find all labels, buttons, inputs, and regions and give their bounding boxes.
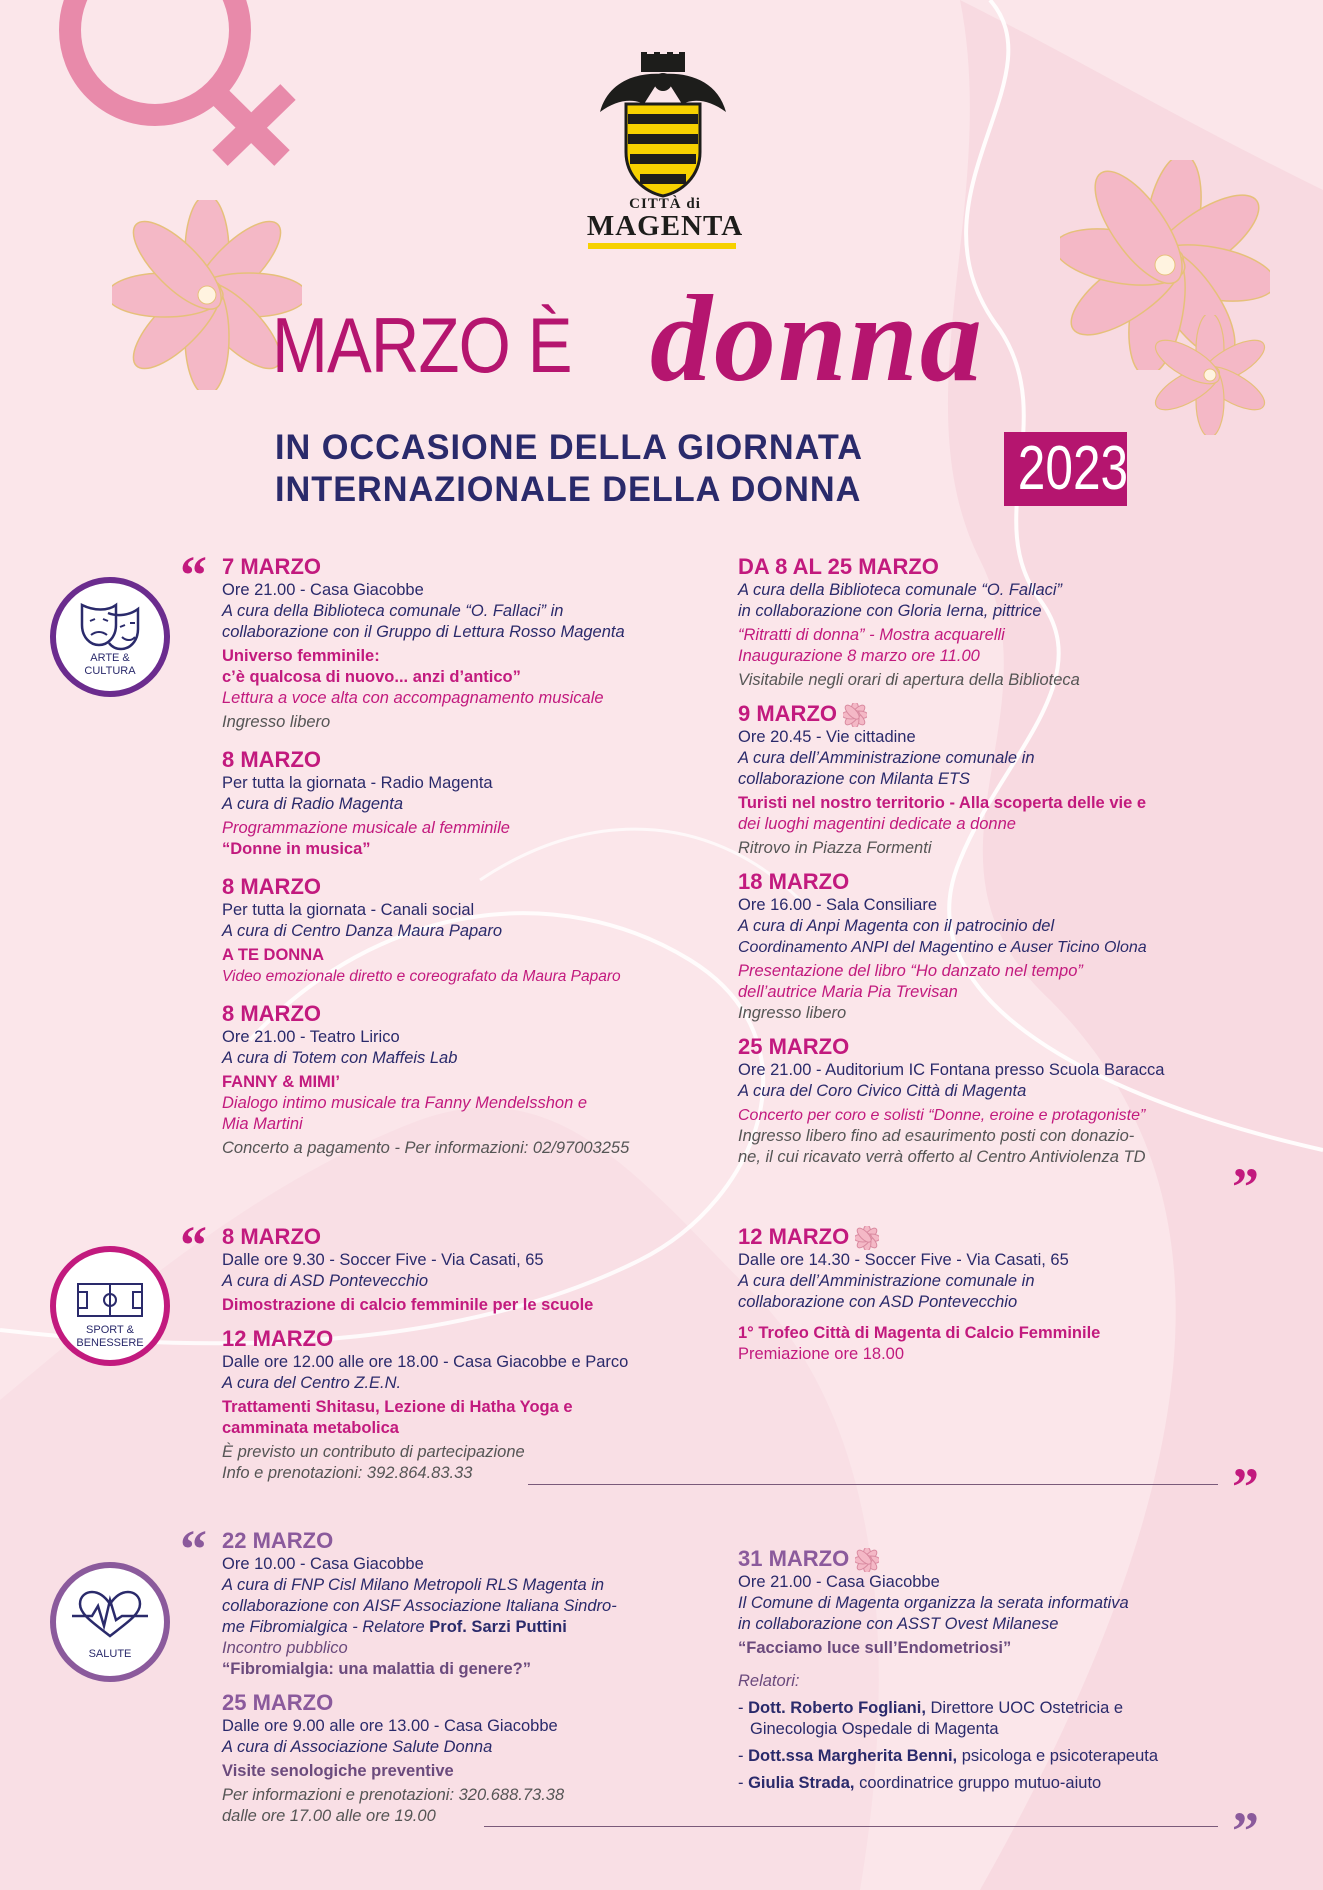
badge-arte-cultura [50, 577, 170, 697]
event-note: Ingresso libero [738, 1004, 847, 1023]
event-22-marzo [222, 1528, 722, 1680]
event-title: camminata metabolica [222, 1419, 399, 1437]
logo-title: MAGENTA [586, 210, 744, 242]
open-quote-icon: “ [180, 545, 207, 605]
flower-icon [855, 1226, 879, 1250]
flower-decoration-icon [1150, 315, 1270, 435]
event-time-place: Dalle ore 9.30 - Soccer Five - Via Casati, 65 [222, 1251, 544, 1269]
open-quote-icon: “ [180, 1215, 207, 1275]
year-badge [1004, 432, 1127, 506]
sport-right-column [738, 1224, 1258, 1375]
badge-label-line2: BENESSERE [76, 1337, 144, 1349]
event-note: Per informazioni e prenotazioni: 320.688.73.38 [222, 1786, 565, 1804]
event-7-marzo [222, 554, 712, 733]
flower-icon [855, 1548, 879, 1572]
speaker-item: - Dott.ssa Margherita Benni, psicologa e psicoterapeuta [738, 1747, 1159, 1766]
speaker-item: - Giulia Strada, coordinatrice gruppo mutuo-aiuto [738, 1774, 1102, 1793]
event-organizer: A cura di Centro Danza Maura Paparo [222, 922, 503, 940]
event-title: “Facciamo luce sull’Endometriosi” [738, 1639, 1012, 1658]
event-note: Visitabile negli orari di apertura della Biblioteca [738, 671, 1080, 689]
year-text: 2023 [1017, 434, 1129, 503]
event-note: Ingresso libero fino ad esaurimento posti con donazio- [738, 1127, 1135, 1146]
badge-salute [50, 1562, 170, 1682]
event-31-marzo [738, 1546, 1258, 1794]
event-time-place: Ore 21.00 - Casa Giacobbe [222, 581, 424, 599]
event-date: 8 MARZO [222, 1001, 321, 1026]
event-organizer: A cura dell’Amministrazione comunale in [738, 749, 1035, 768]
event-title: Turisti nel nostro territorio - Alla scoperta delle vie e [738, 794, 1147, 813]
event-organizer: A cura della Biblioteca comunale “O. Fallaci” in [222, 602, 564, 620]
speakers-heading: Relatori: [738, 1672, 800, 1691]
event-18-marzo [738, 869, 1258, 1024]
event-description: Mia Martini [222, 1115, 303, 1133]
speaker-name: Prof. Sarzi Puttini [429, 1618, 567, 1636]
event-organizer: A cura del Coro Civico Città di Magenta [738, 1082, 1027, 1101]
event-time-place: Ore 21.00 - Teatro Lirico [222, 1028, 400, 1046]
speaker-role: Direttore UOC Ostetricia e [930, 1699, 1124, 1718]
event-description: Video emozionale diretto e coreografato da Maura Paparo [222, 968, 621, 985]
speaker-role-cont: Ginecologia Ospedale di Magenta [750, 1720, 999, 1739]
event-title: Dimostrazione di calcio femminile per le scuole [222, 1296, 594, 1314]
event-time-place: Per tutta la giornata - Radio Magenta [222, 774, 493, 792]
event-title: Trattamenti Shitasu, Lezione di Hatha Yoga e [222, 1398, 573, 1416]
event-title: c’è qualcosa di nuovo... anzi d’antico” [222, 668, 521, 686]
event-description: dell’autrice Maria Pia Trevisan [738, 983, 958, 1002]
subtitle-line2: INTERNAZIONALE DELLA DONNA [275, 470, 862, 509]
event-organizer: me Fibromialgica [222, 1618, 348, 1636]
event-date: 12 MARZO [738, 1224, 850, 1249]
event-8-marzo-radio [222, 747, 712, 860]
event-time-place: Dalle ore 14.30 - Soccer Five - Via Casati, 65 [738, 1251, 1069, 1270]
event-organizer-row [222, 1617, 722, 1638]
event-8-marzo-social [222, 874, 712, 987]
event-title: Universo femminile: [222, 647, 380, 665]
event-description: Programmazione musicale al femminile [222, 819, 510, 837]
event-date: 22 MARZO [222, 1528, 334, 1553]
badge-sport-benessere [50, 1246, 170, 1366]
event-date: 31 MARZO [738, 1546, 850, 1571]
event-date-row [738, 1224, 1258, 1250]
divider-line [484, 1826, 1218, 1827]
event-note: Ritrovo in Piazza Formenti [738, 839, 932, 858]
event-organizer: Il Comune di Magenta organizza la serata informativa [738, 1594, 1129, 1613]
event-organizer: A cura di ASD Pontevecchio [222, 1272, 429, 1290]
event-date-row [738, 701, 1258, 727]
event-note: Concerto a pagamento - Per informazioni: 02/97003255 [222, 1139, 630, 1157]
badge-label: SALUTE [88, 1648, 132, 1660]
city-crest-icon [596, 52, 730, 198]
event-title: Concerto per coro e solisti “Donne, eroine e protagoniste” [738, 1107, 1146, 1125]
event-note: Ingresso libero [222, 713, 331, 731]
event-organizer: in collaborazione con Gloria Ierna, pittrice [738, 602, 1042, 620]
event-organizer: A cura dell’Amministrazione comunale in [738, 1272, 1035, 1291]
event-organizer: A cura di Totem con Maffeis Lab [222, 1049, 458, 1067]
event-date: 18 MARZO [738, 869, 850, 895]
speaker-name: Dott.ssa Margherita Benni, [748, 1747, 958, 1766]
event-description: Inaugurazione 8 marzo ore 11.00 [738, 647, 980, 665]
theatre-masks-icon [78, 601, 142, 653]
event-8-marzo-teatro [222, 1001, 712, 1159]
sport-left-column [222, 1224, 722, 1494]
badge-label-line2: CULTURA [84, 665, 136, 677]
close-quote-icon: ” [1232, 1157, 1259, 1217]
title-part2: donna [650, 270, 984, 407]
event-date: 8 MARZO [222, 747, 321, 772]
event-organizer: A cura di Radio Magenta [222, 795, 403, 813]
event-note: È previsto un contributo di partecipazione [222, 1443, 525, 1461]
event-title: A TE DONNA [222, 946, 325, 964]
event-time-place: Ore 21.00 - Casa Giacobbe [738, 1573, 940, 1592]
event-time-place: Ore 20.45 - Vie cittadine [738, 728, 916, 747]
event-description: dei luoghi magentini dedicate a donne [738, 815, 1016, 834]
subtitle-line1: IN OCCASIONE DELLA GIORNATA [275, 428, 863, 467]
event-12-marzo-trofeo [738, 1224, 1258, 1365]
event-25-marzo-salute [222, 1690, 722, 1827]
badge-label-line1: ARTE & [90, 652, 130, 664]
event-note: ne, il cui ricavato verrà offerto al Centro Antiviolenza TD [738, 1148, 1146, 1167]
event-title: “Donne in musica” [222, 840, 371, 858]
event-organizer: collaborazione con AISF Associazione Italiana Sindro- [222, 1597, 617, 1615]
event-date: 9 MARZO [738, 701, 837, 726]
event-organizer: A cura di FNP Cisl Milano Metropoli RLS Magenta in [222, 1576, 605, 1594]
event-8-marzo-calcio [222, 1224, 722, 1316]
event-organizer: in collaborazione con ASST Ovest Milanese [738, 1615, 1059, 1634]
badge-label-line1: SPORT & [86, 1324, 134, 1336]
arte-left-column [222, 554, 712, 1169]
event-title: FANNY & MIMI’ [222, 1073, 340, 1091]
event-time-place: Dalle ore 9.00 alle ore 13.00 - Casa Giacobbe [222, 1717, 558, 1735]
event-date: 8 MARZO [222, 1224, 321, 1249]
event-9-marzo [738, 701, 1258, 859]
speaker-item: - Dott. Roberto Fogliani, Direttore UOC Ostetricia e [738, 1699, 1124, 1718]
divider-line [528, 1484, 1218, 1485]
logo-bar [588, 243, 736, 249]
venus-symbol-icon [20, 0, 310, 200]
event-25-marzo [738, 1034, 1258, 1168]
event-organizer: A cura della Biblioteca comunale “O. Fallaci” [738, 581, 1063, 599]
football-field-icon [76, 1282, 144, 1318]
event-organizer: collaborazione con il Gruppo di Lettura Rosso Magenta [222, 623, 625, 641]
event-title: Visite senologiche preventive [222, 1762, 454, 1780]
event-date: 8 MARZO [222, 874, 321, 899]
speaker-role: coordinatrice gruppo mutuo-aiuto [859, 1774, 1102, 1793]
speaker-label: - Relatore [352, 1618, 425, 1636]
speaker-name: Giulia Strada, [748, 1774, 855, 1793]
event-organizer: A cura di Anpi Magenta con il patrocinio del [738, 917, 1055, 936]
speaker-name: Dott. Roberto Fogliani, [748, 1699, 926, 1718]
event-title: 1° Trofeo Città di Magenta di Calcio Femminile [738, 1324, 1101, 1343]
event-date: DA 8 AL 25 MARZO [738, 554, 939, 579]
event-description: Lettura a voce alta con accompagnamento musicale [222, 689, 604, 707]
event-description: Dialogo intimo musicale tra Fanny Mendelsshon e [222, 1094, 588, 1112]
event-organizer: collaborazione con ASD Pontevecchio [738, 1293, 1018, 1312]
heart-pulse-icon [72, 1590, 148, 1642]
event-organizer: collaborazione con Milanta ETS [738, 770, 971, 789]
close-quote-icon: ” [1232, 1801, 1259, 1861]
event-date-row [738, 1546, 1258, 1572]
event-time-place: Ore 21.00 - Auditorium IC Fontana presso Scuola Baracca [738, 1061, 1165, 1080]
event-time-place: Ore 10.00 - Casa Giacobbe [222, 1555, 424, 1573]
event-time-place: Dalle ore 12.00 alle ore 18.00 - Casa Giacobbe e Parco [222, 1353, 629, 1371]
event-title: Presentazione del libro “Ho danzato nel tempo” [738, 962, 1083, 981]
event-type: Incontro pubblico [222, 1639, 348, 1657]
event-time-place: Ore 16.00 - Sala Consiliare [738, 896, 938, 915]
event-12-marzo-zen [222, 1326, 722, 1484]
salute-right-column [738, 1546, 1258, 1804]
event-note: Info e prenotazioni: 392.864.83.33 [222, 1464, 473, 1482]
title-part1: MARZO È [272, 301, 572, 389]
flower-icon [843, 703, 867, 727]
logo-subtitle: CITTÀ di [629, 196, 701, 212]
event-title: “Ritratti di donna” - Mostra acquarelli [738, 626, 1005, 644]
event-date: 25 MARZO [222, 1690, 334, 1715]
arte-right-column [738, 554, 1258, 1178]
event-note: dalle ore 17.00 alle ore 19.00 [222, 1807, 436, 1825]
event-note: Premiazione ore 18.00 [738, 1345, 905, 1364]
event-organizer: A cura del Centro Z.E.N. [222, 1374, 402, 1392]
salute-left-column [222, 1528, 722, 1837]
event-date: 12 MARZO [222, 1326, 334, 1351]
event-organizer: A cura di Associazione Salute Donna [222, 1738, 493, 1756]
event-date: 7 MARZO [222, 554, 321, 579]
event-8-25-marzo [738, 554, 1258, 691]
event-title: “Fibromialgia: una malattia di genere?” [222, 1660, 531, 1678]
open-quote-icon: “ [180, 1519, 207, 1579]
event-time-place: Per tutta la giornata - Canali social [222, 901, 475, 919]
event-date: 25 MARZO [738, 1034, 850, 1060]
close-quote-icon: ” [1232, 1457, 1259, 1517]
event-organizer: Coordinamento ANPI del Magentino e Auser Ticino Olona [738, 939, 1147, 957]
speaker-role: psicologa e psicoterapeuta [961, 1747, 1159, 1766]
